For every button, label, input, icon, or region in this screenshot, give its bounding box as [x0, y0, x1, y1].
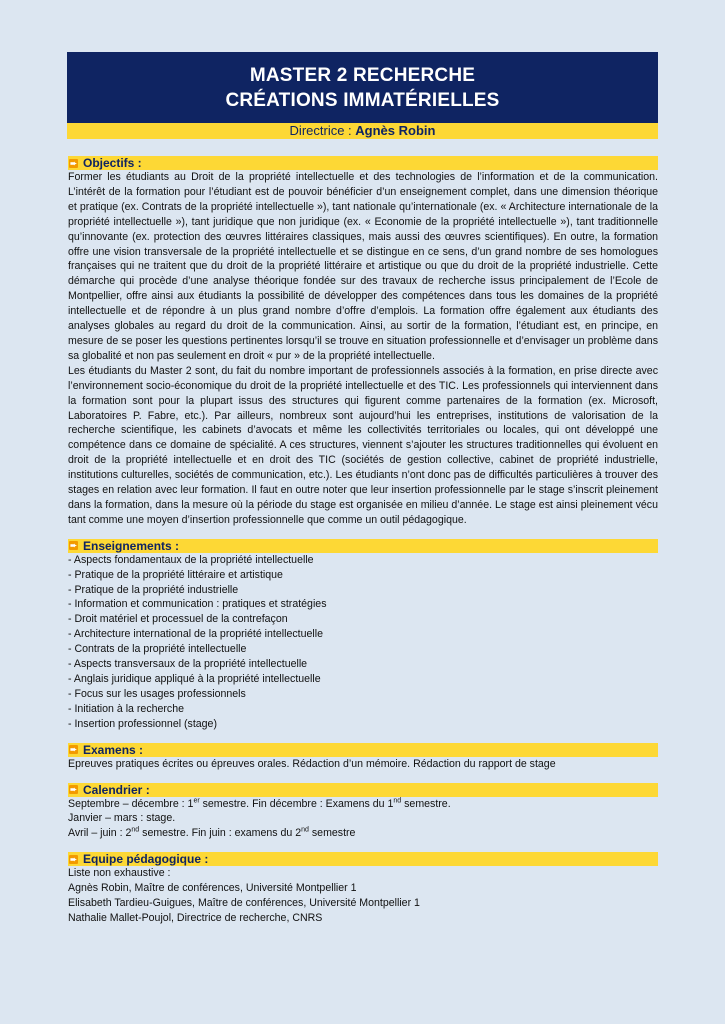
equipe-line: Nathalie Mallet-Poujol, Directrice de recherche, CNRS	[68, 911, 323, 924]
enseignements-list	[68, 553, 658, 732]
section-title: Objectifs :	[83, 156, 142, 170]
equipe-line: Liste non exhaustive :	[68, 867, 171, 880]
list-item: - Pratique de la propriété industrielle	[68, 583, 239, 596]
section-title: Calendrier :	[83, 782, 150, 797]
section-header-objectifs	[68, 156, 658, 170]
examens-text: Epreuves pratiques écrites ou épreuves orales. Rédaction d’un mémoire. Rédaction du rapport de stage	[68, 757, 556, 770]
title-line-1: MASTER 2 RECHERCHE	[249, 64, 476, 86]
section-title: Equipe pédagogique :	[83, 852, 209, 867]
director-label: Directrice :	[289, 123, 356, 138]
arrow-right-icon: ➨	[70, 785, 77, 795]
list-item: - Architecture international de la propriété intellectuelle	[68, 628, 323, 641]
list-item: - Pratique de la propriété littéraire et artistique	[68, 568, 283, 581]
document-body	[68, 156, 658, 926]
arrow-right-icon: ➨	[70, 158, 77, 168]
list-item: - Insertion professionnel (stage)	[68, 717, 217, 730]
equipe-line: Agnès Robin, Maître de conférences, Université Montpellier 1	[68, 882, 357, 895]
equipe-line: Elisabeth Tardieu-Guigues, Maître de conférences, Université Montpellier 1	[68, 897, 420, 910]
title-line-2: CRÉATIONS IMMATÉRIELLES	[225, 89, 500, 111]
list-item: - Aspects transversaux de la propriété intellectuelle	[68, 658, 308, 671]
list-item: - Information et communication : pratiques et stratégies	[68, 598, 327, 611]
title-banner	[67, 52, 658, 123]
list-item: - Initiation à la recherche	[68, 702, 185, 715]
section-title: Examens :	[83, 742, 144, 757]
objectifs-paragraph-1: Former les étudiants au Droit de la propriété intellectuelle et des technologies de l’information et de la communication. L’intérêt de la formation pour l’étudiant est de pouvoir bénéficier d’un enseignement complet, dans une dimension théorique et pratique (ex. Contrats de la propriété intellectuelle »), tant nationale qu’internationale (ex. « Architecture internationale de la propriété intellectuelle »), tant juridique que non juridique (ex. « Economie de la propriété intellectuelle »), tant traditionnelle qu’innovante (ex. protection des œuvres littéraires classiques, mais aussi des œuvres scientifiques). En outre, la formation offre une vision transversale de la propriété intellectuelle et se distingue en ce sens, d’un grand nombre de ses homologues françaises qui ne traitent que du droit de la propriété littéraire et artistique ou que du droit de la propriété industrielle. Cette démarche qui procède d’une analyse théorique fondée sur des travaux de recherche issus principalement de l’Ecole de Montpellier, offre ainsi aux étudiants la possibilité de développer des compétences dans tous les domaines de la propriété intellectuelle et de répondre à un plus grand nombre d’offre d’emplois. La formation offre également aux étudiants des analyses globales au regard du droit de la communication. Ainsi, au sortir de la formation, l’étudiant est, en principe, en mesure de se poser les questions pertinentes lorsqu’il se trouve en situation professionnelle et d’envisager un problème dans sa globalité et non pas seulement en droit « pur » de la propriété intellectuelle.	[68, 171, 658, 362]
section-header-examens	[68, 743, 658, 757]
section-header-equipe	[68, 852, 658, 866]
section-header-calendrier	[68, 783, 658, 797]
list-item: - Focus sur les usages professionnels	[68, 687, 246, 700]
list-item: - Contrats de la propriété intellectuelle	[68, 643, 247, 656]
calendrier-line-1: Septembre – décembre : 1er semestre. Fin décembre : Examens du 1nd semestre.	[68, 797, 451, 810]
calendrier-line-3: Avril – juin : 2nd semestre. Fin juin : examens du 2nd semestre	[68, 826, 356, 840]
section-title: Enseignements :	[83, 538, 180, 553]
list-item: - Anglais juridique appliqué à la propriété intellectuelle	[68, 673, 321, 685]
director-bar	[67, 123, 658, 139]
section-header-enseignements	[68, 539, 658, 553]
arrow-right-icon: ➨	[70, 854, 77, 864]
objectifs-paragraph-2: Les étudiants du Master 2 sont, du fait du nombre important de professionnels associés à la formation, en prise directe avec l’environnement socio-économique du droit de la propriété intellectuelle et des TIC. Les professionnels qui interviennent dans la formation sont pour la plupart issus des structures qui figurent comme partenaires de la formation (ex. Microsoft, Laboratoires P. Fabre, etc.). Par ailleurs, nombreux sont aujourd’hui les entreprises, institutions de valorisation de la recherche scientifique, les cabinets d’avocats et même les collectivités territoriales ou locales, qui ont développé une compétence dans ce domaine de spécialité. A ces structures, viennent s’ajouter les structures traditionnelles qui évoluent en droit de la propriété intellectuelle et en droit des TIC (sociétés de gestion collective, cabinet de propriété industrielle, institutions culturelles, sociétés de communication, etc.). Les étudiants n’ont donc pas de difficultés particulières à trouver des stages en relation avec leur formation. Il faut en outre noter que leur insertion professionnelle par le stage s’inscrit pleinement dans la formation, dans la mesure où la période du stage est organisée en milieu d’année. Le stage est ainsi pleinement vécu tant comme une moyen d’insertion professionnelle que comme un outil pédagogique.	[68, 364, 658, 526]
arrow-right-icon: ➨	[70, 541, 77, 551]
list-item: - Aspects fondamentaux de la propriété intellectuelle	[68, 553, 314, 566]
list-item: - Droit matériel et processuel de la contrefaçon	[68, 613, 288, 626]
calendrier-line-2: Janvier – mars : stage.	[68, 812, 176, 825]
director-name: Agnès Robin	[355, 123, 436, 138]
arrow-right-icon: ➨	[70, 745, 77, 755]
